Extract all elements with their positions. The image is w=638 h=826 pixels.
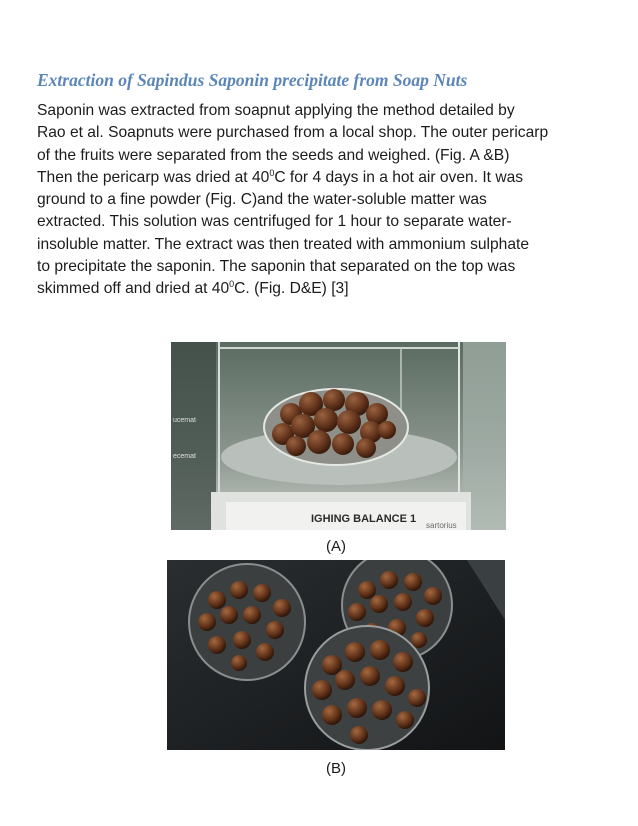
superscript: 0 <box>269 167 275 178</box>
paragraph-line: Rao et al. Soapnuts were purchased from a local shop. The outer pericarp <box>37 124 549 142</box>
paragraph-text: skimmed off and dried at 40 <box>37 280 230 298</box>
paragraph-line <box>37 167 607 189</box>
paragraph-text: C for 4 days in a hot air oven. It was <box>274 168 524 186</box>
scale-label: IGHING BALANCE 1 <box>311 513 417 525</box>
paragraph-text: C. (Fig. D&E) [3] <box>234 280 349 298</box>
paragraph-line: Saponin was extracted from soapnut applying the method detailed by <box>37 102 515 119</box>
body-paragraph <box>37 100 607 301</box>
paragraph-line: insoluble matter. The extract was then treated with ammonium sulphate <box>37 235 530 253</box>
figure-a-caption: (A) <box>326 538 346 555</box>
paragraph-line: to precipitate the saponin. The saponin that separated on the top was <box>37 258 516 276</box>
paragraph-line: of the fruits were separated from the seeds and weighed. (Fig. A &B) <box>37 146 510 164</box>
figure-b-photo <box>167 560 505 750</box>
paragraph-line: ground to a fine powder (Fig. C)and the water-soluble matter was <box>37 191 487 209</box>
side-label: ecemat <box>173 453 196 460</box>
figure-a-photo <box>171 342 506 530</box>
paragraph-text: Then the pericarp was dried at 40 <box>37 168 270 186</box>
paragraph-line <box>37 278 607 300</box>
section-heading: Extraction of Sapindus Saponin precipitate from Soap Nuts <box>37 70 468 90</box>
superscript: 0 <box>229 279 235 290</box>
figure-b-caption: (B) <box>326 760 346 777</box>
paragraph-line: extracted. This solution was centrifuged for 1 hour to separate water- <box>37 213 512 231</box>
scale-brand: sartorius <box>426 521 457 530</box>
side-label: ucemat <box>173 417 196 424</box>
